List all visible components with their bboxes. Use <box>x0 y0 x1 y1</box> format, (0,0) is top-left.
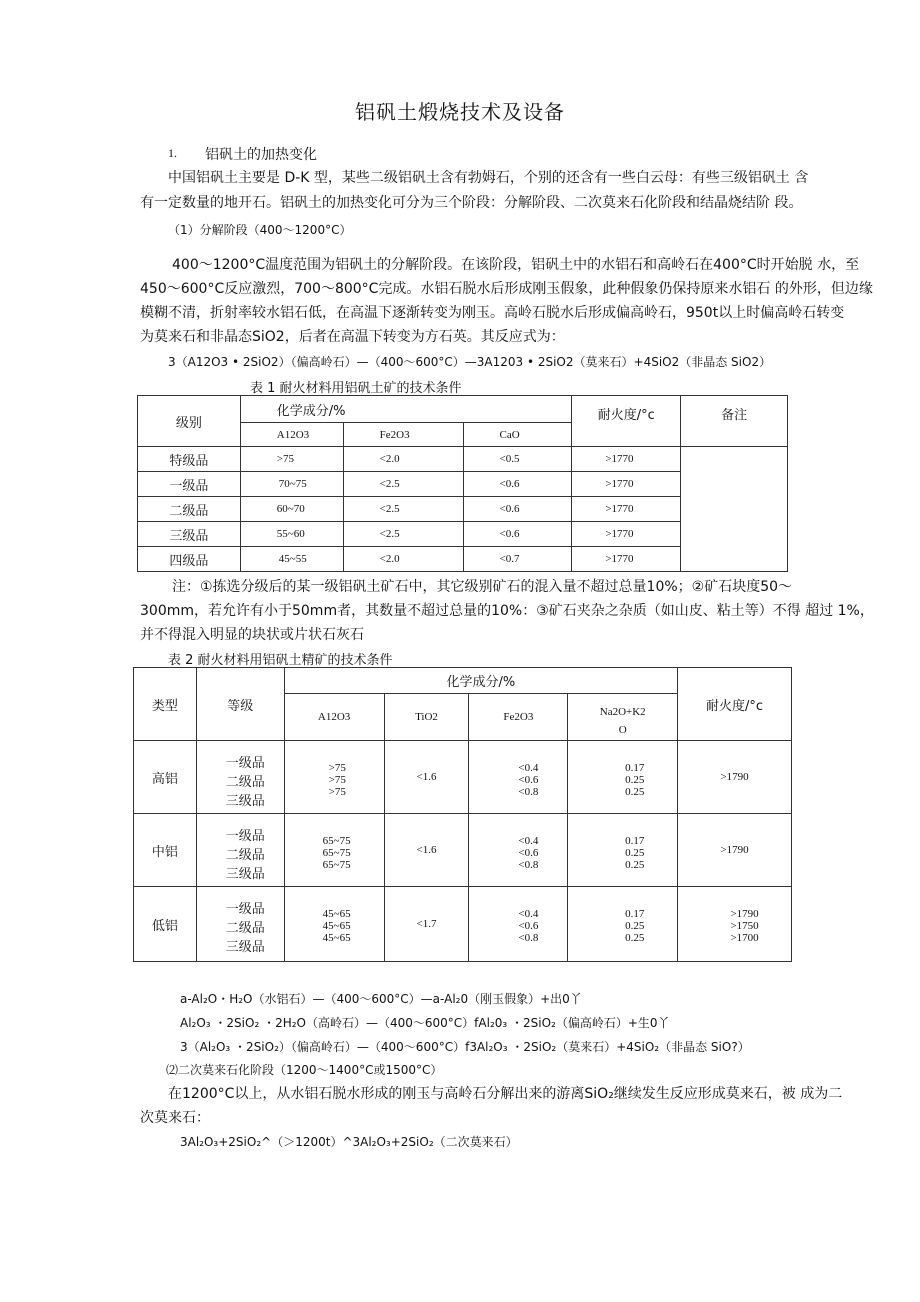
paragraph-line: 次莫来石： <box>140 1110 210 1126</box>
table-row <box>134 741 792 814</box>
grade-cell <box>196 887 284 962</box>
fire-cell: >1770 <box>572 472 681 497</box>
type-cell: 高铝 <box>134 741 197 814</box>
cao-cell: <0.6 <box>463 522 572 547</box>
header-type: 类型 <box>134 668 197 741</box>
paragraph-line: 中国铝矾土主要是 D-K 型，某些二级铝矾土含有勃姆石，个别的还含有一些白云母：有些三级铝矾土 含 <box>168 170 809 186</box>
header-fe2o3: Fe2O3 <box>469 694 568 741</box>
na2o-cell <box>568 887 678 962</box>
al2o3-value: >75 <box>328 786 346 798</box>
na2o-value: 0.25 <box>625 786 645 798</box>
header-note: 备注 <box>681 396 788 447</box>
paragraph-line: 400～1200°C温度范围为铝矾土的分解阶段。在该阶段，铝矾土中的水铝石和高岭石在400°C时开始脱 水，至 <box>172 257 860 273</box>
equation: a-Al₂O・H₂O（水铝石）—（400～600°C）—a-Al₂0（刚玉假象）+出0丫 <box>180 992 582 1006</box>
tio2-cell: <1.6 <box>384 741 469 814</box>
cao-cell: <0.7 <box>463 547 572 572</box>
fire-value: >1750 <box>730 920 759 932</box>
al2o3-cell: 70~75 <box>240 472 343 497</box>
equation: Al₂O₃ ・2SiO₂ ・2H₂O（高岭石）—（400～600°C）fAl₂0₃ ・2SiO₂（偏高岭石）+生0丫 <box>180 1016 670 1030</box>
fe2o3-cell <box>469 887 568 962</box>
al2o3-cell: >75 <box>240 447 343 472</box>
header-na2o-k2o-line1: Na2O+K2 <box>599 706 646 718</box>
fire-cell: >1770 <box>572 447 681 472</box>
al2o3-cell: 60~70 <box>240 497 343 522</box>
grade-cell: 四级品 <box>138 547 241 572</box>
fe2o3-cell: <2.5 <box>343 472 463 497</box>
stage-heading: ⑵二次莫来石化阶段（1200～1400°C或1500°C） <box>166 1063 443 1077</box>
fe2o3-value: <0.4 <box>518 762 539 774</box>
paragraph-line: 450～600°C反应激烈，700～800°C完成。水铝石脱水后形成刚玉假象，此种假象仍保持原来水铝石 的外形，但边缘 <box>140 281 873 297</box>
grade-cell: 二级品 <box>138 497 241 522</box>
note-line: 并不得混入明显的块状或片状石灰石 <box>140 627 364 643</box>
header-al2o3: A12O3 <box>284 694 384 741</box>
al2o3-value: >75 <box>328 762 346 774</box>
grade-value: 二级品 <box>225 920 265 936</box>
fe2o3-value: <0.8 <box>518 859 539 871</box>
header-tio2: TiO2 <box>384 694 469 741</box>
grade-cell <box>196 814 284 887</box>
cao-cell: <0.6 <box>463 497 572 522</box>
fire-cell: >1770 <box>572 547 681 572</box>
header-chem: 化学成分/% <box>284 668 677 694</box>
na2o-cell <box>568 741 678 814</box>
grade-value: 三级品 <box>225 793 265 809</box>
table-caption: 表 2 耐火材料用铝矾土精矿的技术条件 <box>168 653 393 668</box>
al2o3-cell <box>284 814 384 887</box>
grade-value: 一级品 <box>225 828 265 844</box>
grade-cell: 三级品 <box>138 522 241 547</box>
al2o3-value: 45~65 <box>322 920 351 932</box>
al2o3-cell <box>284 741 384 814</box>
table-row <box>138 447 788 472</box>
grade-value: 一级品 <box>225 901 265 917</box>
grade-cell <box>196 741 284 814</box>
al2o3-cell: 55~60 <box>240 522 343 547</box>
fire-cell: >1790 <box>678 741 792 814</box>
type-cell: 低铝 <box>134 887 197 962</box>
al2o3-value: 45~65 <box>322 908 351 920</box>
fe2o3-value: <0.6 <box>518 920 539 932</box>
al2o3-cell <box>284 887 384 962</box>
cao-cell: <0.5 <box>463 447 572 472</box>
grade-value: 三级品 <box>225 939 265 955</box>
fe2o3-cell: <2.5 <box>343 522 463 547</box>
header-grade: 等级 <box>196 668 284 741</box>
paragraph-line: 模糊不清，折射率较水铝石低，在高温下逐渐转变为刚玉。高岭石脱水后形成偏高岭石，950t以上时偏高岭石转变 <box>140 305 845 321</box>
section-heading: 铝矾土的加热变化 <box>205 147 317 163</box>
fe2o3-cell <box>469 741 568 814</box>
na2o-value: 0.17 <box>625 762 645 774</box>
na2o-value: 0.25 <box>625 920 645 932</box>
table-row <box>134 814 792 887</box>
equation: 3（A12O3 • 2SiO2）（偏高岭石）—（400～600°C）—3A1203 • 2SiO2（莫来石）+4SiO2（非晶态 SiO2） <box>168 355 772 369</box>
al2o3-value: 65~75 <box>322 847 351 859</box>
fe2o3-cell: <2.5 <box>343 497 463 522</box>
grade-cell: 特级品 <box>138 447 241 472</box>
al2o3-value: 65~75 <box>322 859 351 871</box>
type-cell: 中铝 <box>134 814 197 887</box>
equation: 3Al₂O₃+2SiO₂^（＞1200t）^3Al₂O₃+2SiO₂（二次莫来石） <box>180 1135 518 1149</box>
al2o3-value: >75 <box>328 774 346 786</box>
na2o-value: 0.17 <box>625 908 645 920</box>
header-na2o-k2o-line2: O <box>618 724 627 736</box>
fe2o3-value: <0.4 <box>518 835 539 847</box>
fe2o3-cell: <2.0 <box>343 547 463 572</box>
fire-value: >1700 <box>730 932 759 944</box>
tio2-cell: <1.7 <box>384 887 469 962</box>
al2o3-cell: 45~55 <box>240 547 343 572</box>
table-row <box>134 887 792 962</box>
header-fire: 耐火度/°c <box>572 396 681 447</box>
grade-value: 二级品 <box>225 847 265 863</box>
stage-heading: （1）分解阶段（400～1200°C） <box>168 223 352 237</box>
fire-cell: >1770 <box>572 522 681 547</box>
grade-value: 三级品 <box>225 866 265 882</box>
na2o-value: 0.17 <box>625 835 645 847</box>
section-number: 1. <box>168 146 177 160</box>
fe2o3-value: <0.8 <box>518 932 539 944</box>
fire-cell: >1790 <box>678 814 792 887</box>
fire-cell <box>678 887 792 962</box>
fe2o3-cell: <2.0 <box>343 447 463 472</box>
fire-cell: >1770 <box>572 497 681 522</box>
fe2o3-value: <0.8 <box>518 786 539 798</box>
paragraph-line: 为莫来石和非晶态SiO2，后者在高温下转变为方石英。其反应式为： <box>140 329 565 345</box>
paragraph-line: 有一定数量的地开石。铝矾土的加热变化可分为三个阶段：分解阶段、二次莫来石化阶段和结晶烧结阶 段。 <box>140 195 803 211</box>
header-chem: 化学成分/% <box>240 396 572 423</box>
fe2o3-cell <box>469 814 568 887</box>
equation: 3（Al₂O₃ ・2SiO₂）（偏高岭石）—（400～600°C）f3Al₂O₃ ・2SiO₂（莫来石）+4SiO₂（非晶态 SiO?） <box>180 1040 750 1054</box>
page-title: 铝矾土煅烧技术及设备 <box>355 100 565 124</box>
cao-cell: <0.6 <box>463 472 572 497</box>
na2o-value: 0.25 <box>625 847 645 859</box>
fe2o3-value: <0.6 <box>518 847 539 859</box>
note-cell <box>681 447 788 572</box>
header-cao: CaO <box>463 423 572 447</box>
grade-value: 二级品 <box>225 774 265 790</box>
header-fire: 耐火度/°c <box>678 668 792 741</box>
note-line: 300mm，若允许有小于50mm者，其数量不超过总量的10%：③矿石夹杂之杂质（如山皮、粘土等）不得 超过 1%， <box>140 603 874 619</box>
tio2-cell: <1.6 <box>384 814 469 887</box>
fe2o3-value: <0.4 <box>518 908 539 920</box>
na2o-value: 0.25 <box>625 932 645 944</box>
header-al2o3: A12O3 <box>240 423 343 447</box>
grade-value: 一级品 <box>225 755 265 771</box>
paragraph-line: 在1200°C以上，从水铝石脱水形成的刚玉与高岭石分解出来的游离SiO₂继续发生反应形成莫来石，被 成为二 <box>168 1086 843 1102</box>
bauxite-concentrate-table <box>133 667 792 962</box>
al2o3-value: 45~65 <box>322 932 351 944</box>
fire-value: >1790 <box>730 908 759 920</box>
na2o-value: 0.25 <box>625 774 645 786</box>
bauxite-ore-table <box>137 395 788 572</box>
note-line: 注：①拣选分级后的某一级铝矾土矿石中，其它级别矿石的混入量不超过总量10%；②矿石块度50～ <box>172 579 793 595</box>
header-grade: 级别 <box>138 396 241 447</box>
header-na2o-k2o <box>568 694 678 741</box>
na2o-value: 0.25 <box>625 859 645 871</box>
grade-cell: 一级品 <box>138 472 241 497</box>
al2o3-value: 65~75 <box>322 835 351 847</box>
fe2o3-value: <0.6 <box>518 774 539 786</box>
header-fe2o3: Fe2O3 <box>343 423 463 447</box>
table-caption: 表 1 耐火材料用铝矾土矿的技术条件 <box>250 381 462 396</box>
na2o-cell <box>568 814 678 887</box>
